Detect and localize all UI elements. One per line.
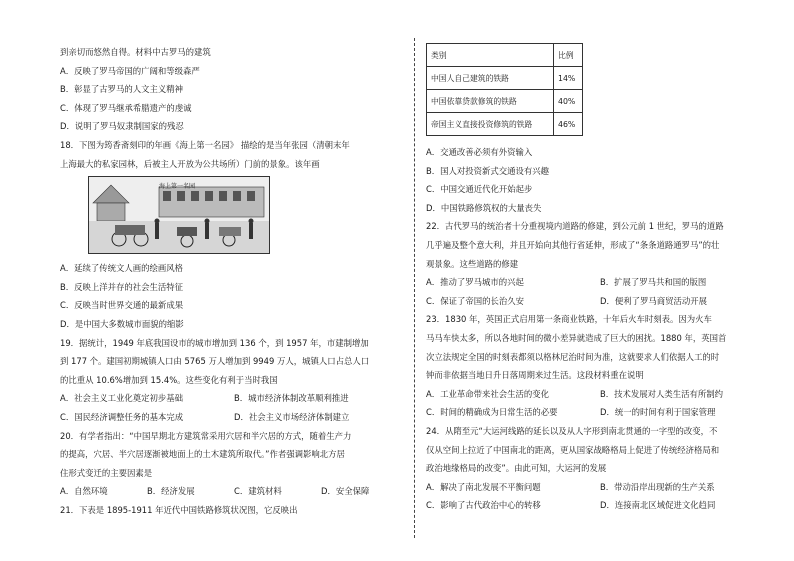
q19-stem-line-2: 到 177 个。建国初期城镇人口由 5765 万人增加到 9949 万人，城镇人口占总人口: [60, 356, 370, 367]
q20-stem-line-2: 的提高，穴居、半穴居逐渐被地面上的土木建筑所取代。”作者强调影响北方居: [60, 449, 345, 460]
table-cell-category: 中国人自己建筑的铁路: [427, 67, 554, 90]
q20-option-a: A．自然环境: [60, 486, 108, 497]
q17-option-c: C．体现了罗马继承希腊遗产的虔诚: [60, 102, 192, 113]
q22-option-c: C．保证了帝国的长治久安: [426, 295, 524, 306]
q23-stem-line-3: 次立法规定全国的时刻表都须以格林尼治时间为准，这就要求人们依据人工的时: [426, 351, 720, 362]
q20-stem-line-3: 住形式变迁的主要因素是: [60, 467, 153, 478]
q21-option-d: D．中国铁路修筑权的大量丧失: [426, 202, 542, 213]
q24-option-d: D．连接南北区域促进文化趋同: [600, 500, 716, 511]
q20-option-c: C．建筑材料: [234, 486, 282, 497]
q17-option-b: B．彰显了古罗马的人文主义精神: [60, 84, 183, 95]
table-header-row: [427, 44, 583, 67]
q22-stem-line-2: 几乎遍及整个意大利，并且开始向其他行省延伸，形成了“条条道路通罗马”的壮: [426, 239, 720, 250]
q22-option-d: D．便利了罗马商贸活动开展: [600, 295, 707, 306]
q22-option-b: B．扩展了罗马共和国的版图: [600, 277, 707, 288]
q19-option-b: B．城市经济体制改革顺利推进: [234, 393, 349, 404]
q24-stem-line-1: 24．从隋至元“大运河线路的延长以及从人字形到南北贯通的一字型的改变，不: [426, 425, 718, 436]
q23-option-b: B．技术发展对人类生活有所制约: [600, 388, 723, 399]
q19-options-row-1: [60, 389, 408, 408]
q18-option-b: B．反映上洋并存的社会生活特征: [60, 281, 183, 292]
q19-stem-line-3: 的比重从 10.6%增加到 15.4%。这些变化有利于当时我国: [60, 374, 278, 385]
q24-option-c: C．影响了古代政治中心的转移: [426, 500, 541, 511]
q24-options-row-2: [426, 496, 774, 515]
q24-options-row-1: [426, 478, 774, 497]
q19-option-c: C．国民经济调整任务的基本完成: [60, 411, 184, 422]
q22-stem-line-3: 观景象。这些道路的修建: [426, 258, 519, 269]
q20-stem-line-1: 20．有学者指出：“中国早期北方建筑常采用穴居和半穴居的方式，随着生产力: [60, 430, 352, 441]
q21-option-c: C．中国交通近代化开始起步: [426, 184, 533, 195]
q18-stem-line-2: 上海最大的私家园林，后被主人开放为公共场所）门前的景象。该年画: [60, 158, 320, 169]
q19-stem-line-1: 19．据统计，1949 年底我国设市的城市增加到 136 个，到 1957 年，市建制增加: [60, 337, 369, 348]
q20-option-d: D．安全保障: [321, 486, 370, 497]
q23-stem-line-2: 马马车快太多，所以各地时间的微小差异就造成了巨大的困扰。1880 年，英国首: [426, 332, 727, 343]
column-divider: [414, 38, 415, 538]
q22-option-a: A．推动了罗马城市的兴起: [426, 277, 524, 288]
q23-option-d: D．统一的时间有利于国家管理: [600, 407, 716, 418]
q21-option-a: A．交通改善必须有外资输入: [426, 147, 533, 157]
table-cell-category: 中国依靠贷款修筑的铁路: [427, 90, 554, 113]
q18-option-c: C．反映当时世界交通的最新成果: [60, 300, 184, 311]
q19-option-d: D．社会主义市场经济体制建立: [234, 411, 350, 422]
q18-stem-line-1: 18．下图为筠香斋刻印的年画《海上第一名园》 描绘的是当年张园（清朝末年: [60, 139, 350, 150]
new-year-painting-image: [88, 176, 270, 254]
table-cell-ratio: 46%: [554, 113, 583, 136]
table-header-ratio: 比例: [554, 44, 583, 67]
q24-stem-line-3: 政治地缘格局的改变”。由此可知，大运河的发展: [426, 463, 607, 474]
q23-options-row-2: [426, 403, 774, 422]
q17-option-d: D．说明了罗马奴隶制国家的残忍: [60, 121, 184, 132]
left-column: [60, 0, 408, 519]
q20-options-row: [60, 482, 408, 501]
q23-stem-line-1: 23．1830 年，英国正式启用第一条商业铁路，十年后火车时刻表。因为火车: [426, 314, 712, 325]
table-cell-ratio: 40%: [554, 90, 583, 113]
table-cell-ratio: 14%: [554, 67, 583, 90]
q22-options-row-1: [426, 273, 774, 292]
q21-stem-line-1: 21．下表是 1895-1911 年近代中国铁路修筑状况图，它反映出: [60, 504, 298, 515]
table-row: [427, 90, 583, 113]
q23-stem-line-4: 钟而非依据当地日升日落周期来过生活。这段材料重在说明: [426, 370, 644, 381]
q22-stem-line-1: 22．古代罗马的统治者十分重视境内道路的修建，到公元前 1 世纪，罗马的道路: [426, 221, 724, 232]
table-cell-category: 帝国主义直接投资修筑的铁路: [427, 113, 554, 136]
q17-option-a: A．反映了罗马帝国的广阔和等级森严: [60, 65, 200, 76]
q19-options-row-2: [60, 408, 408, 427]
right-column: [426, 143, 774, 515]
q19-option-a: A．社会主义工业化奠定初步基础: [60, 393, 183, 404]
railway-table: [426, 43, 583, 136]
q18-option-d: D．是中国大多数城市面貌的缩影: [60, 318, 184, 329]
table-row: [427, 67, 583, 90]
q24-option-a: A．解决了南北发展不平衡问题: [426, 481, 541, 492]
table-header-category: 类别: [427, 44, 554, 67]
q24-option-b: B．带动沿岸出现新的生产关系: [600, 481, 715, 492]
q22-options-row-2: [426, 292, 774, 311]
q23-option-a: A．工业革命带来社会生活的变化: [426, 388, 549, 399]
q24-stem-line-2: 仅从空间上拉近了中国南北的距离，更从国家战略格局上促进了传统经济格局和: [426, 444, 720, 455]
q23-options-row-1: [426, 385, 774, 404]
q21-option-b: B．国人对投资新式交通设有兴趣: [426, 165, 549, 176]
table-row: [427, 113, 583, 136]
painting-caption: 海上第一名园: [159, 183, 196, 191]
q17-tail: 到亲切而悠然自得。材料中古罗马的建筑: [60, 47, 211, 57]
q18-option-a: A．延续了传统文人画的绘画风格: [60, 263, 183, 274]
q23-option-c: C．时间的精确成为日常生活的必要: [426, 407, 558, 418]
q20-option-b: B．经济发展: [147, 486, 195, 497]
